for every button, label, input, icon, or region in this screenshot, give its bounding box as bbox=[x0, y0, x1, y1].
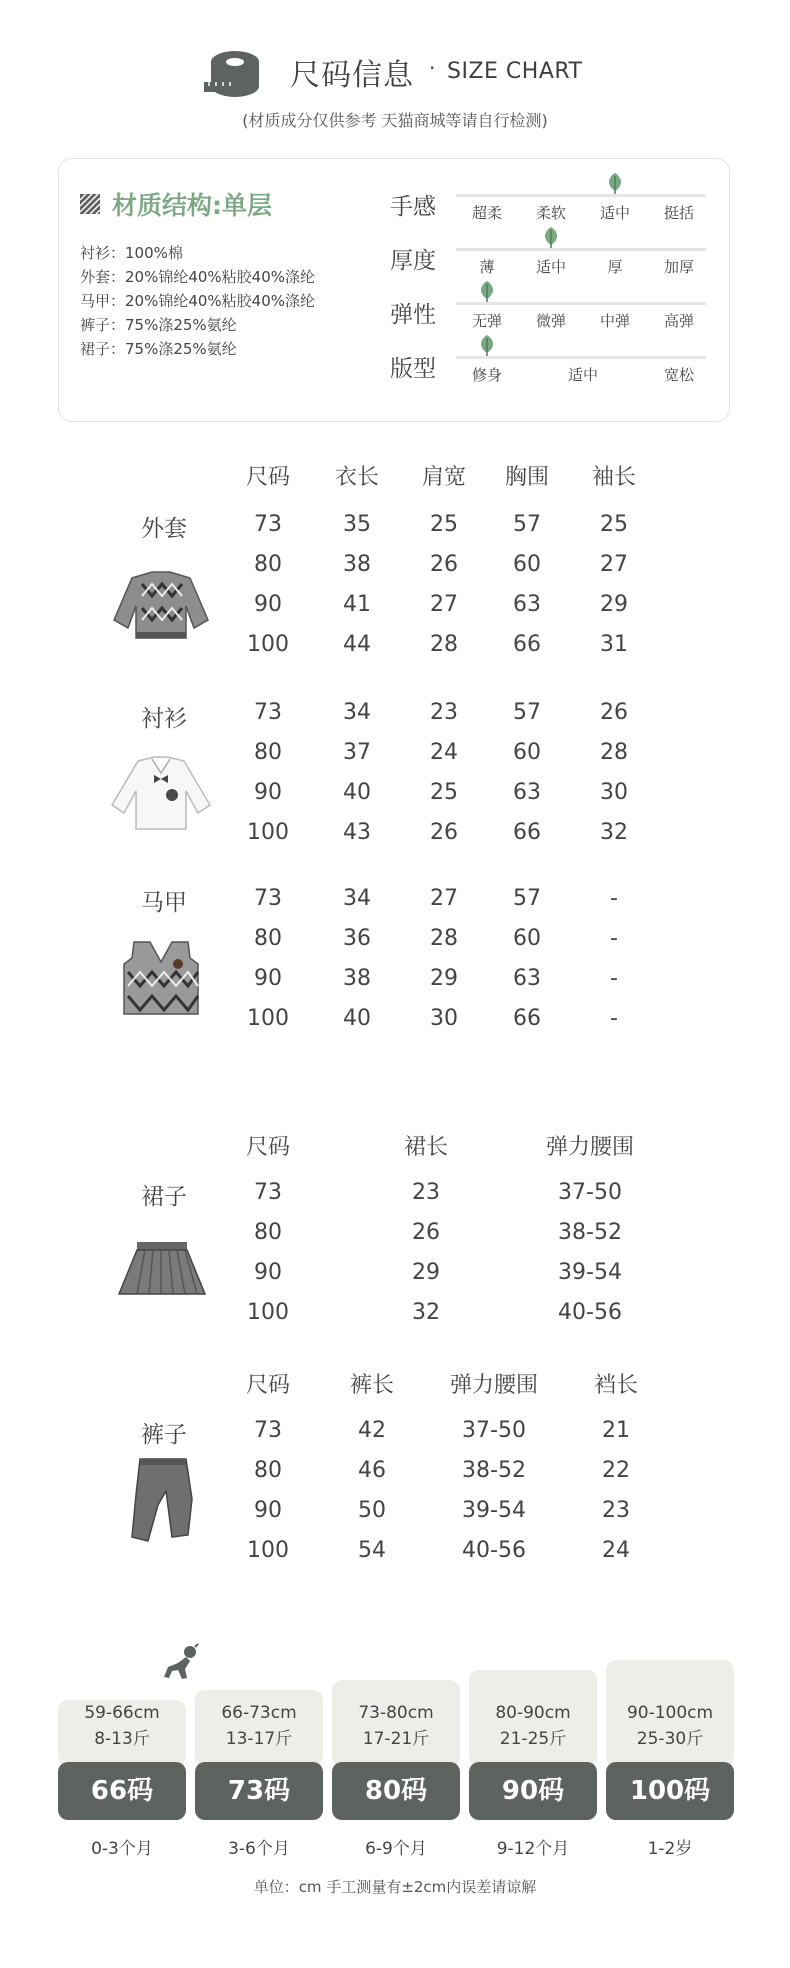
property-option: 中弹 bbox=[599, 312, 630, 330]
table-cell: 66 bbox=[513, 1006, 541, 1031]
property-label: 厚度 bbox=[390, 248, 436, 274]
table-header-cell: 弹力腰围 bbox=[449, 1373, 538, 1398]
property-option: 挺括 bbox=[663, 204, 694, 222]
table-cell: 40-56 bbox=[558, 1300, 622, 1325]
property-label: 弹性 bbox=[390, 302, 436, 328]
table-cell: 80 bbox=[254, 926, 282, 951]
table-cell: 27 bbox=[430, 886, 458, 911]
material-line: 马甲：20%锦纶40%粘胶40%涤纶 bbox=[80, 292, 316, 310]
table-cell: 57 bbox=[513, 512, 541, 537]
table-cell: 63 bbox=[513, 966, 541, 991]
material-line: 外套：20%锦纶40%粘胶40%涤纶 bbox=[80, 268, 316, 286]
table-cell: 32 bbox=[412, 1300, 440, 1325]
table-cell: 73 bbox=[254, 700, 282, 725]
table-cell: 44 bbox=[343, 632, 371, 657]
table-cell: 39-54 bbox=[462, 1498, 526, 1523]
age-label: 0-3个月 bbox=[91, 1839, 153, 1859]
table-cell: 43 bbox=[343, 820, 371, 845]
table-cell: 29 bbox=[412, 1260, 440, 1285]
table-cell: 57 bbox=[513, 700, 541, 725]
height-range: 90-100cm bbox=[626, 1703, 714, 1723]
table-cell: 57 bbox=[513, 886, 541, 911]
property-option: 柔软 bbox=[535, 204, 566, 222]
table-cell: 60 bbox=[513, 740, 541, 765]
table-cell: 100 bbox=[247, 820, 289, 845]
vest-icon bbox=[118, 938, 204, 1018]
weight-range: 25-30斤 bbox=[636, 1729, 704, 1749]
table-header-cell: 尺码 bbox=[245, 1135, 290, 1160]
property-track bbox=[456, 302, 706, 305]
weight-range: 21-25斤 bbox=[499, 1729, 567, 1749]
table-cell: 32 bbox=[600, 820, 628, 845]
table-cell: 73 bbox=[254, 1180, 282, 1205]
table-cell: 25 bbox=[430, 512, 458, 537]
table-cell: 90 bbox=[254, 780, 282, 805]
page-title-en: SIZE CHART bbox=[447, 59, 583, 84]
leaf-marker-icon bbox=[478, 280, 496, 302]
weight-range: 17-21斤 bbox=[362, 1729, 430, 1749]
age-label: 6-9个月 bbox=[365, 1839, 427, 1859]
table-cell: 42 bbox=[358, 1418, 386, 1443]
height-range: 73-80cm bbox=[358, 1703, 434, 1723]
property-label: 版型 bbox=[390, 356, 436, 382]
table-cell: 80 bbox=[254, 740, 282, 765]
table-cell: 28 bbox=[430, 926, 458, 951]
table-header-cell: 裤长 bbox=[349, 1373, 394, 1398]
table-cell: 40-56 bbox=[462, 1538, 526, 1563]
table-cell: 73 bbox=[254, 512, 282, 537]
table-cell: 37-50 bbox=[558, 1180, 622, 1205]
table-cell: - bbox=[610, 886, 618, 911]
table-cell: 41 bbox=[343, 592, 371, 617]
page-title: 尺码信息 bbox=[290, 58, 414, 93]
table-cell: 38 bbox=[343, 552, 371, 577]
table-cell: 80 bbox=[254, 552, 282, 577]
table-cell: 63 bbox=[513, 592, 541, 617]
property-label: 手感 bbox=[390, 194, 436, 220]
table-cell: 54 bbox=[358, 1538, 386, 1563]
crawling-baby-icon bbox=[160, 1643, 202, 1683]
size-button: 80码 bbox=[332, 1762, 460, 1820]
table-cell: 37 bbox=[343, 740, 371, 765]
size-button: 90码 bbox=[469, 1762, 597, 1820]
garment-name: 外套 bbox=[141, 516, 187, 542]
table-cell: 73 bbox=[254, 886, 282, 911]
size-button: 66码 bbox=[58, 1762, 186, 1820]
table-cell: 39-54 bbox=[558, 1260, 622, 1285]
table-cell: 100 bbox=[247, 1006, 289, 1031]
height-range: 66-73cm bbox=[221, 1703, 297, 1723]
table-cell: 30 bbox=[600, 780, 628, 805]
material-line: 裙子：75%涤25%氨纶 bbox=[80, 340, 237, 358]
table-cell: 23 bbox=[602, 1498, 630, 1523]
pants-icon bbox=[126, 1455, 198, 1543]
table-cell: 36 bbox=[343, 926, 371, 951]
table-cell: 26 bbox=[412, 1220, 440, 1245]
property-option: 微弹 bbox=[535, 312, 566, 330]
table-cell: - bbox=[610, 966, 618, 991]
skirt-icon bbox=[115, 1238, 209, 1300]
property-option: 厚 bbox=[607, 258, 623, 276]
table-cell: 28 bbox=[600, 740, 628, 765]
table-cell: 80 bbox=[254, 1458, 282, 1483]
table-cell: 24 bbox=[430, 740, 458, 765]
property-option: 高弹 bbox=[663, 312, 694, 330]
table-cell: 38 bbox=[343, 966, 371, 991]
material-title: 材质结构:单层 bbox=[112, 191, 272, 220]
property-option: 无弹 bbox=[471, 312, 502, 330]
table-cell: 25 bbox=[600, 512, 628, 537]
table-cell: 29 bbox=[430, 966, 458, 991]
age-label: 9-12个月 bbox=[496, 1839, 570, 1859]
property-option: 宽松 bbox=[663, 366, 694, 384]
weight-range: 13-17斤 bbox=[225, 1729, 293, 1749]
table-cell: 100 bbox=[247, 632, 289, 657]
table-header-cell: 裙长 bbox=[403, 1135, 448, 1160]
table-cell: 46 bbox=[358, 1458, 386, 1483]
property-option: 修身 bbox=[471, 366, 502, 384]
table-cell: 27 bbox=[600, 552, 628, 577]
height-range: 59-66cm bbox=[84, 1703, 160, 1723]
leaf-marker-icon bbox=[606, 172, 624, 194]
table-header-cell: 弹力腰围 bbox=[545, 1135, 634, 1160]
property-option: 适中 bbox=[567, 366, 598, 384]
table-header-cell: 衣长 bbox=[334, 465, 379, 490]
weight-range: 8-13斤 bbox=[94, 1729, 150, 1749]
table-cell: 35 bbox=[343, 512, 371, 537]
property-option: 适中 bbox=[535, 258, 566, 276]
material-line: 裤子：75%涤25%氨纶 bbox=[80, 316, 237, 334]
age-label: 3-6个月 bbox=[228, 1839, 290, 1859]
property-track bbox=[456, 194, 706, 197]
table-cell: 90 bbox=[254, 966, 282, 991]
leaf-marker-icon bbox=[478, 334, 496, 356]
table-cell: 63 bbox=[513, 780, 541, 805]
height-range: 80-90cm bbox=[495, 1703, 571, 1723]
table-cell: 66 bbox=[513, 632, 541, 657]
table-cell: 50 bbox=[358, 1498, 386, 1523]
table-cell: 26 bbox=[430, 820, 458, 845]
property-option: 薄 bbox=[479, 258, 495, 276]
property-option: 加厚 bbox=[663, 258, 694, 276]
table-cell: 26 bbox=[600, 700, 628, 725]
title-separator: · bbox=[429, 56, 436, 80]
table-header-cell: 尺码 bbox=[245, 465, 290, 490]
garment-name: 马甲 bbox=[141, 890, 187, 916]
tape-measure-icon bbox=[204, 48, 266, 98]
shirt-icon bbox=[108, 755, 214, 833]
table-header-cell: 肩宽 bbox=[421, 465, 466, 490]
garment-name: 裙子 bbox=[141, 1184, 187, 1210]
footer-note: 单位：cm 手工测量有±2cm内误差请谅解 bbox=[253, 1878, 537, 1896]
table-cell: 22 bbox=[602, 1458, 630, 1483]
size-button: 73码 bbox=[195, 1762, 323, 1820]
cardigan-icon bbox=[112, 570, 210, 642]
table-cell: 40 bbox=[343, 1006, 371, 1031]
property-option: 适中 bbox=[599, 204, 630, 222]
table-cell: 90 bbox=[254, 1260, 282, 1285]
table-cell: 27 bbox=[430, 592, 458, 617]
property-track bbox=[456, 356, 706, 359]
table-cell: 60 bbox=[513, 552, 541, 577]
table-header-cell: 袖长 bbox=[591, 465, 636, 490]
age-label: 1-2岁 bbox=[647, 1839, 693, 1859]
table-cell: - bbox=[610, 926, 618, 951]
table-cell: 100 bbox=[247, 1538, 289, 1563]
table-header-cell: 胸围 bbox=[504, 465, 549, 490]
table-cell: 80 bbox=[254, 1220, 282, 1245]
table-cell: 29 bbox=[600, 592, 628, 617]
table-cell: 34 bbox=[343, 700, 371, 725]
garment-name: 裤子 bbox=[141, 1422, 187, 1448]
leaf-marker-icon bbox=[542, 226, 560, 248]
table-cell: 38-52 bbox=[462, 1458, 526, 1483]
table-cell: 23 bbox=[412, 1180, 440, 1205]
table-cell: 40 bbox=[343, 780, 371, 805]
table-cell: 30 bbox=[430, 1006, 458, 1031]
table-cell: - bbox=[610, 1006, 618, 1031]
table-cell: 23 bbox=[430, 700, 458, 725]
table-cell: 100 bbox=[247, 1300, 289, 1325]
table-cell: 21 bbox=[602, 1418, 630, 1443]
fabric-icon bbox=[80, 194, 100, 214]
table-cell: 34 bbox=[343, 886, 371, 911]
material-line: 衬衫：100%棉 bbox=[80, 244, 183, 262]
table-cell: 26 bbox=[430, 552, 458, 577]
table-cell: 60 bbox=[513, 926, 541, 951]
table-cell: 90 bbox=[254, 592, 282, 617]
table-header-cell: 尺码 bbox=[245, 1373, 290, 1398]
subtitle: (材质成分仅供参考 天猫商城等请自行检测) bbox=[242, 111, 548, 130]
table-cell: 38-52 bbox=[558, 1220, 622, 1245]
property-option: 超柔 bbox=[471, 204, 502, 222]
table-cell: 37-50 bbox=[462, 1418, 526, 1443]
table-cell: 28 bbox=[430, 632, 458, 657]
table-header-cell: 裆长 bbox=[593, 1373, 638, 1398]
property-track bbox=[456, 248, 706, 251]
table-cell: 73 bbox=[254, 1418, 282, 1443]
table-cell: 90 bbox=[254, 1498, 282, 1523]
table-cell: 25 bbox=[430, 780, 458, 805]
table-cell: 24 bbox=[602, 1538, 630, 1563]
table-cell: 66 bbox=[513, 820, 541, 845]
size-button: 100码 bbox=[606, 1762, 734, 1820]
table-cell: 31 bbox=[600, 632, 628, 657]
garment-name: 衬衫 bbox=[141, 706, 187, 732]
